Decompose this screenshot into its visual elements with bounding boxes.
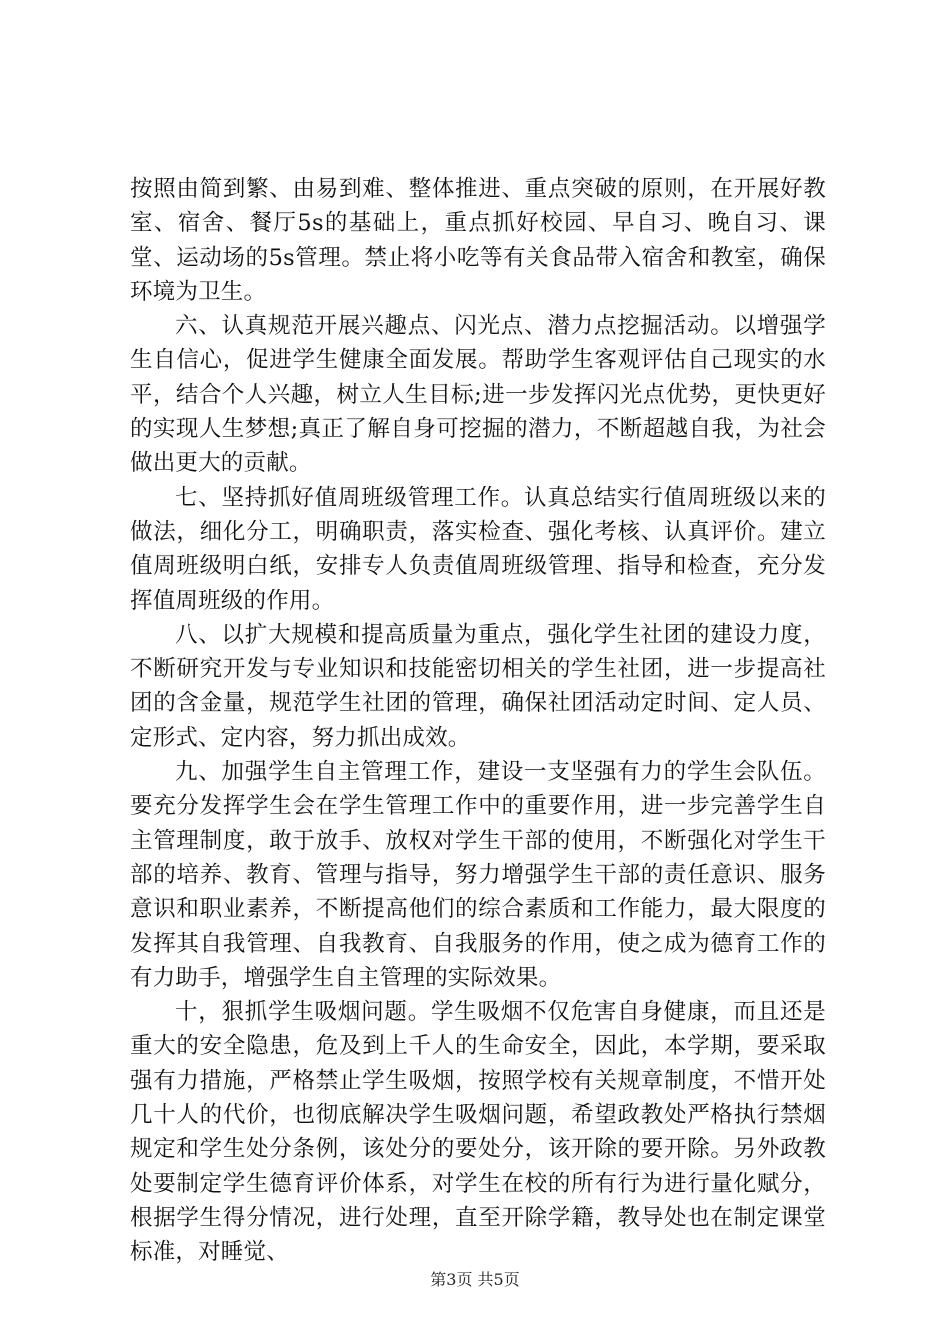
paragraph-section-10: 十，狠抓学生吸烟问题。学生吸烟不仅危害自身健康，而且还是重大的安全隐患，危及到上千人的生命安全，因此，本学期，要采取强有力措施，严格禁止学生吸烟，按照学校有关规章制度，不惜开处几十人的代价，也彻底解决学生吸烟问题，希望政教处严格执行禁烟规定和学生处分条例，该处分的要处分，该开除的要开除。另外政教处要制定学生德育评价体系，对学生在校的所有行为进行量化赋分，根据学生得分情况，进行处理，直至开除学籍，教导处也在制定课堂标准，对睡觉、 <box>130 999 826 1266</box>
document-body <box>130 172 826 1270</box>
paragraph-section-8: 八、以扩大规模和提高质量为重点，强化学生社团的建设力度，不断研究开发与专业知识和技能密切相关的学生社团，进一步提高社团的含金量，规范学生社团的管理，确保社团活动定时间、定人员、定形式、定内容，努力抓出成效。 <box>130 621 826 751</box>
page-number-footer: 第3页 共5页 <box>430 1270 520 1289</box>
paragraph-section-6: 六、认真规范开展兴趣点、闪光点、潜力点挖掘活动。以增强学生自信心，促进学生健康全面发展。帮助学生客观评估自己现实的水平，结合个人兴趣，树立人生目标;进一步发挥闪光点优势，更快更好的实现人生梦想;真正了解自身可挖掘的潜力，不断超越自我，为社会做出更大的贡献。 <box>130 313 826 477</box>
paragraph-section-7: 七、坚持抓好值周班级管理工作。认真总结实行值周班级以来的做法，细化分工，明确职责，落实检查、强化考核、认真评价。建立值周班级明白纸，安排专人负责值周班级管理、指导和检查，充分发挥值周班级的作用。 <box>130 484 826 614</box>
paragraph-section-9: 九、加强学生自主管理工作，建设一支坚强有力的学生会队伍。要充分发挥学生会在学生管理工作中的重要作用，进一步完善学生自主管理制度，敢于放手、放权对学生干部的使用，不断强化对学生干部的培养、教育、管理与指导，努力增强学生干部的责任意识、服务意识和职业素养，不断提高他们的综合素质和工作能力，最大限度的发挥其自我管理、自我教育、自我服务的作用，使之成为德育工作的有力助手，增强学生自主管理的实际效果。 <box>130 759 826 991</box>
paragraph-intro: 按照由简到繁、由易到难、整体推进、重点突破的原则，在开展好教室、宿舍、餐厅5s的基础上，重点抓好校园、早自习、晚自习、课堂、运动场的5s管理。禁止将小吃等有关食品带入宿舍和教室，确保环境为卫生。 <box>130 176 826 305</box>
